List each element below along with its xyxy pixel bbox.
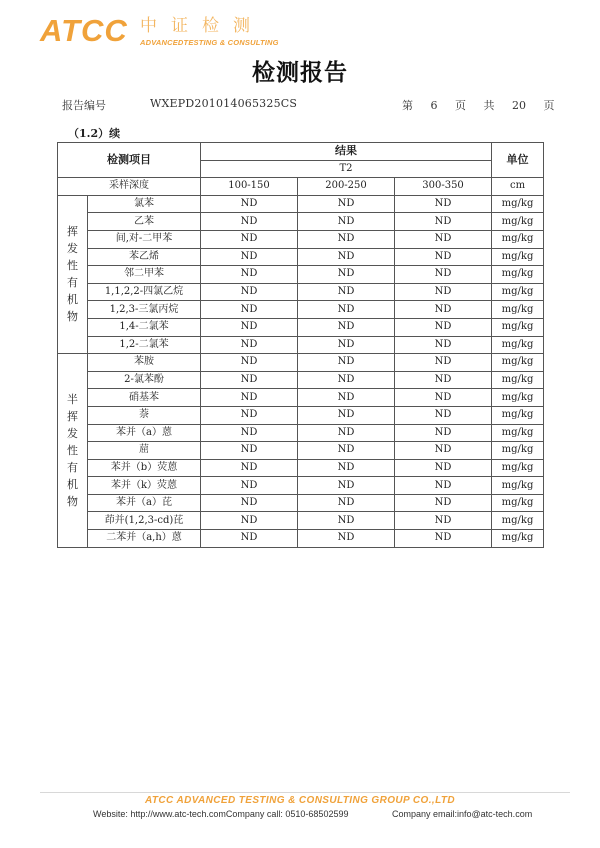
footer-website: Website: http://www.atc-tech.comCompany call: 0510-68502599 bbox=[93, 809, 349, 819]
section-heading: （1.2）续 bbox=[68, 127, 121, 140]
logo-mark: ATCC bbox=[40, 13, 128, 48]
result-value: ND bbox=[201, 371, 298, 389]
group-name-char: 挥 bbox=[67, 225, 78, 239]
analyte-name: 茚并(1,2,3-cd)芘 bbox=[88, 512, 201, 530]
result-unit: mg/kg bbox=[492, 530, 544, 548]
group-name bbox=[58, 195, 88, 353]
result-value: ND bbox=[298, 424, 395, 442]
result-value: ND bbox=[201, 512, 298, 530]
result-value: ND bbox=[298, 530, 395, 548]
company-logo bbox=[40, 14, 340, 50]
result-value: ND bbox=[395, 301, 492, 319]
item-header: 检测项目 bbox=[58, 143, 201, 178]
result-value: ND bbox=[395, 389, 492, 407]
analyte-name: 萘 bbox=[88, 406, 201, 424]
table-row bbox=[58, 318, 544, 336]
result-unit: mg/kg bbox=[492, 248, 544, 266]
analyte-name: 邻二甲苯 bbox=[88, 266, 201, 284]
result-value: ND bbox=[395, 459, 492, 477]
analyte-name: 1,4-二氯苯 bbox=[88, 318, 201, 336]
analyte-name: 苯并（b）荧蒽 bbox=[88, 459, 201, 477]
header-row-1 bbox=[58, 143, 544, 161]
analyte-name: 苯并（a）蒽 bbox=[88, 424, 201, 442]
report-number-label: 报告编号 bbox=[62, 99, 106, 112]
analyte-name: 苯乙烯 bbox=[88, 248, 201, 266]
analyte-name: 氯苯 bbox=[88, 195, 201, 213]
result-value: ND bbox=[395, 248, 492, 266]
analyte-name: 苯并（a）芘 bbox=[88, 494, 201, 512]
result-value: ND bbox=[298, 195, 395, 213]
group-name-char: 机 bbox=[67, 477, 78, 491]
table-row bbox=[58, 354, 544, 372]
result-value: ND bbox=[395, 406, 492, 424]
result-value: ND bbox=[298, 477, 395, 495]
result-unit: mg/kg bbox=[492, 459, 544, 477]
result-value: ND bbox=[395, 336, 492, 354]
result-value: ND bbox=[201, 301, 298, 319]
analyte-name: 䓛 bbox=[88, 442, 201, 460]
result-value: ND bbox=[201, 318, 298, 336]
result-value: ND bbox=[395, 318, 492, 336]
table-row bbox=[58, 230, 544, 248]
result-value: ND bbox=[298, 512, 395, 530]
group-name-char: 挥 bbox=[67, 409, 78, 423]
result-value: ND bbox=[201, 195, 298, 213]
result-value: ND bbox=[201, 213, 298, 231]
result-value: ND bbox=[201, 406, 298, 424]
analyte-name: 间,对-二甲苯 bbox=[88, 230, 201, 248]
result-unit: mg/kg bbox=[492, 213, 544, 231]
result-value: ND bbox=[395, 442, 492, 460]
page-title: 检测报告 bbox=[252, 59, 348, 86]
result-value: ND bbox=[395, 195, 492, 213]
group-name-char: 发 bbox=[67, 426, 78, 440]
result-unit: mg/kg bbox=[492, 512, 544, 530]
table-row bbox=[58, 477, 544, 495]
result-value: ND bbox=[201, 459, 298, 477]
footer-divider bbox=[40, 792, 570, 793]
depth-unit: cm bbox=[492, 178, 544, 196]
result-unit: mg/kg bbox=[492, 477, 544, 495]
result-value: ND bbox=[201, 336, 298, 354]
result-unit: mg/kg bbox=[492, 371, 544, 389]
logo-chinese-name: 中证检测 bbox=[140, 16, 264, 36]
result-value: ND bbox=[395, 530, 492, 548]
depth-row bbox=[58, 178, 544, 196]
result-value: ND bbox=[395, 512, 492, 530]
result-value: ND bbox=[298, 442, 395, 460]
result-value: ND bbox=[201, 442, 298, 460]
analyte-name: 1,2-二氯苯 bbox=[88, 336, 201, 354]
table-row bbox=[58, 248, 544, 266]
result-unit: mg/kg bbox=[492, 406, 544, 424]
result-value: ND bbox=[298, 354, 395, 372]
analyte-name: 2-氯苯酚 bbox=[88, 371, 201, 389]
analyte-name: 硝基苯 bbox=[88, 389, 201, 407]
result-value: ND bbox=[298, 459, 395, 477]
result-unit: mg/kg bbox=[492, 301, 544, 319]
result-value: ND bbox=[395, 354, 492, 372]
group-name-char: 有 bbox=[67, 460, 78, 474]
table-row bbox=[58, 195, 544, 213]
result-unit: mg/kg bbox=[492, 424, 544, 442]
result-value: ND bbox=[201, 530, 298, 548]
table-row bbox=[58, 213, 544, 231]
result-value: ND bbox=[298, 318, 395, 336]
table-row bbox=[58, 406, 544, 424]
unit-header: 单位 bbox=[492, 143, 544, 178]
result-unit: mg/kg bbox=[492, 318, 544, 336]
result-value: ND bbox=[201, 389, 298, 407]
result-value: ND bbox=[298, 283, 395, 301]
group-name-char: 性 bbox=[67, 443, 78, 457]
group-name-char: 物 bbox=[67, 310, 78, 324]
result-value: ND bbox=[201, 354, 298, 372]
group-name-char: 有 bbox=[67, 276, 78, 290]
analyte-name: 1,1,2,2-四氯乙烷 bbox=[88, 283, 201, 301]
table-row bbox=[58, 371, 544, 389]
result-value: ND bbox=[201, 230, 298, 248]
result-unit: mg/kg bbox=[492, 266, 544, 284]
result-unit: mg/kg bbox=[492, 230, 544, 248]
table-row bbox=[58, 512, 544, 530]
result-value: ND bbox=[395, 283, 492, 301]
footer-brand: ATCC ADVANCED TESTING & CONSULTING GROUP CO.,LTD bbox=[145, 795, 455, 806]
group-name-char: 发 bbox=[67, 242, 78, 256]
result-value: ND bbox=[395, 266, 492, 284]
analyte-name: 苯胺 bbox=[88, 354, 201, 372]
result-value: ND bbox=[201, 494, 298, 512]
result-unit: mg/kg bbox=[492, 195, 544, 213]
table-row bbox=[58, 459, 544, 477]
analyte-name: 二苯并（a,h）蒽 bbox=[88, 530, 201, 548]
result-value: ND bbox=[298, 230, 395, 248]
result-value: ND bbox=[298, 301, 395, 319]
depth-value: 200-250 bbox=[298, 178, 395, 196]
sample-id: T2 bbox=[201, 160, 492, 178]
result-value: ND bbox=[298, 406, 395, 424]
table-row bbox=[58, 530, 544, 548]
results-table bbox=[57, 142, 544, 548]
table-row bbox=[58, 266, 544, 284]
depth-value: 300-350 bbox=[395, 178, 492, 196]
result-value: ND bbox=[201, 248, 298, 266]
result-value: ND bbox=[395, 230, 492, 248]
result-value: ND bbox=[298, 371, 395, 389]
table-row bbox=[58, 389, 544, 407]
result-value: ND bbox=[298, 494, 395, 512]
result-unit: mg/kg bbox=[492, 494, 544, 512]
group-name bbox=[58, 354, 88, 548]
group-name-char: 性 bbox=[67, 259, 78, 273]
report-number: WXEPD201014065325CS bbox=[150, 97, 298, 110]
analyte-name: 1,2,3-三氯丙烷 bbox=[88, 301, 201, 319]
group-name-char: 物 bbox=[67, 494, 78, 508]
analyte-name: 乙苯 bbox=[88, 213, 201, 231]
result-value: ND bbox=[395, 424, 492, 442]
result-value: ND bbox=[298, 389, 395, 407]
result-value: ND bbox=[201, 477, 298, 495]
group-name-char: 半 bbox=[67, 392, 78, 406]
depth-value: 100-150 bbox=[201, 178, 298, 196]
result-value: ND bbox=[395, 494, 492, 512]
result-header: 结果 bbox=[201, 143, 492, 161]
result-value: ND bbox=[298, 213, 395, 231]
result-value: ND bbox=[298, 336, 395, 354]
table-row bbox=[58, 424, 544, 442]
table-row bbox=[58, 301, 544, 319]
table-row bbox=[58, 442, 544, 460]
result-value: ND bbox=[298, 248, 395, 266]
result-value: ND bbox=[298, 266, 395, 284]
table-row bbox=[58, 494, 544, 512]
result-value: ND bbox=[395, 213, 492, 231]
table-row bbox=[58, 283, 544, 301]
depth-label: 采样深度 bbox=[58, 178, 201, 196]
page-number: 第 6 页 共 20 页 bbox=[402, 99, 555, 112]
result-unit: mg/kg bbox=[492, 283, 544, 301]
analyte-name: 苯并（k）荧蒽 bbox=[88, 477, 201, 495]
group-name-char: 机 bbox=[67, 293, 78, 307]
result-value: ND bbox=[201, 266, 298, 284]
result-unit: mg/kg bbox=[492, 389, 544, 407]
result-unit: mg/kg bbox=[492, 442, 544, 460]
result-unit: mg/kg bbox=[492, 336, 544, 354]
logo-english-name: ADVANCEDTESTING & CONSULTING bbox=[140, 38, 279, 47]
result-value: ND bbox=[201, 424, 298, 442]
result-value: ND bbox=[395, 477, 492, 495]
result-value: ND bbox=[395, 371, 492, 389]
result-unit: mg/kg bbox=[492, 354, 544, 372]
result-value: ND bbox=[201, 283, 298, 301]
table-row bbox=[58, 336, 544, 354]
footer-email: Company email:info@atc-tech.com bbox=[392, 809, 533, 819]
